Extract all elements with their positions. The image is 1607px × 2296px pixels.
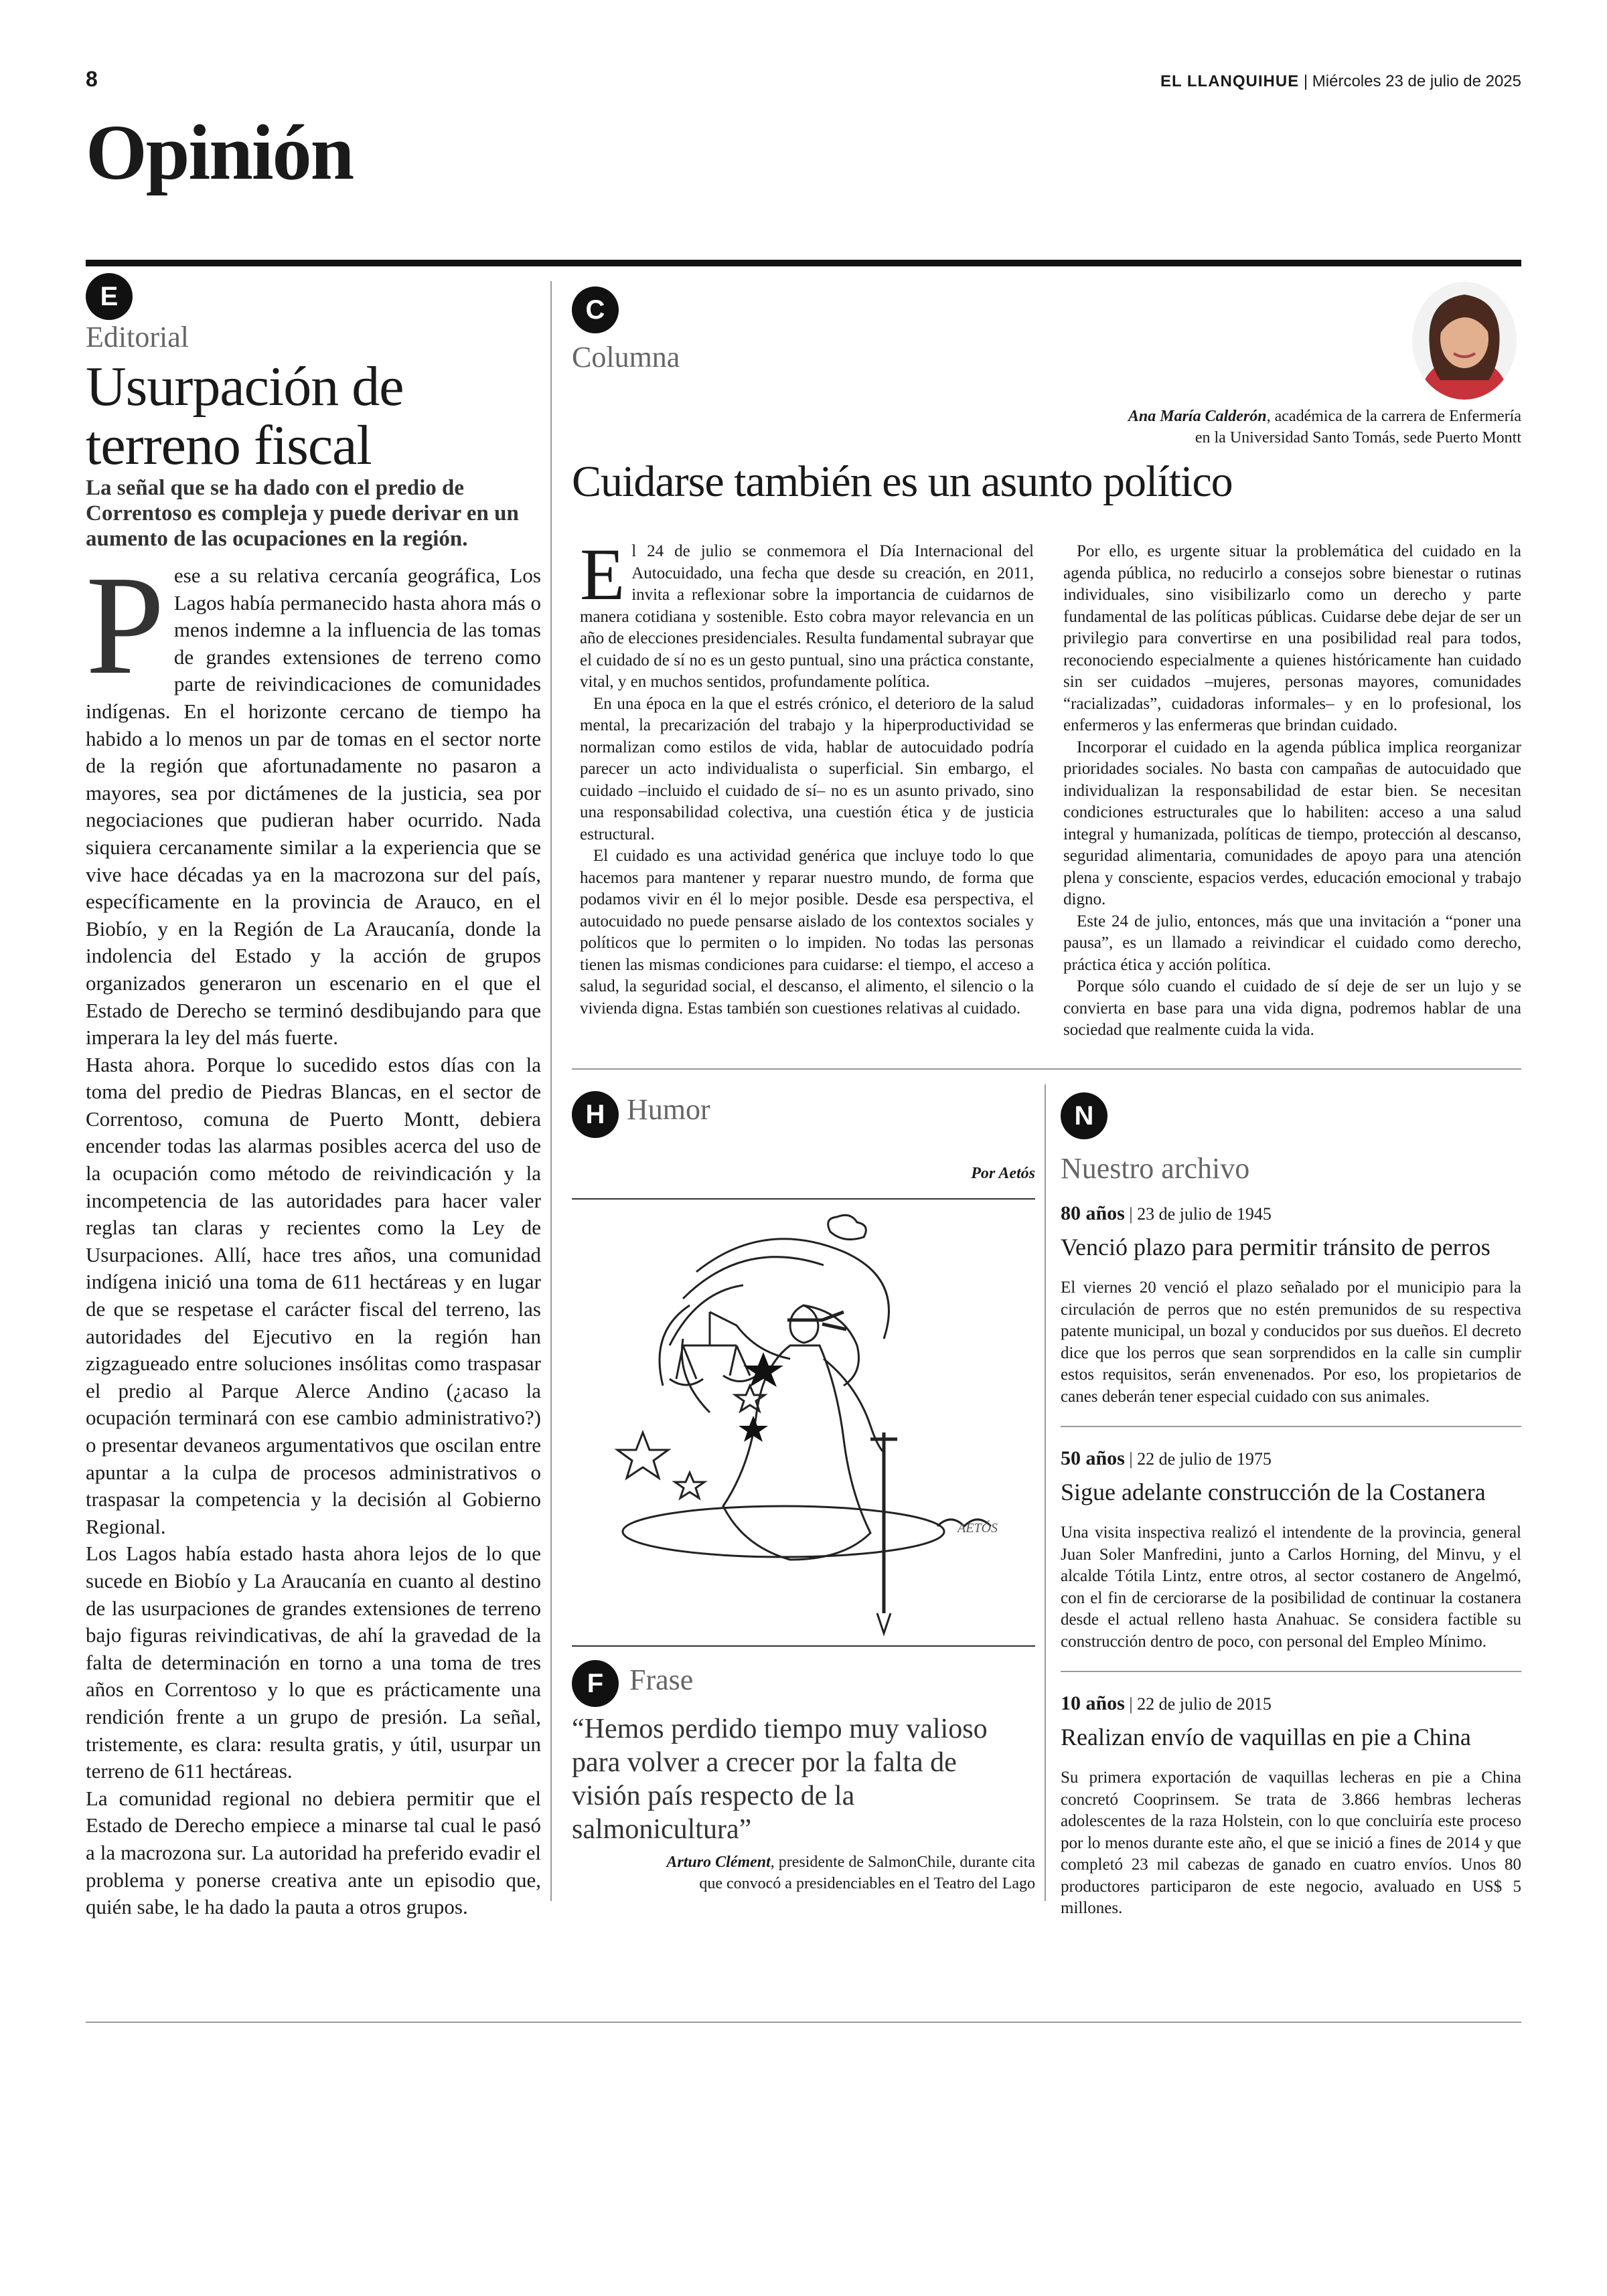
archivo-title: Venció plazo para permitir tránsito de perros xyxy=(1061,1234,1490,1260)
columna-body-left xyxy=(580,534,1034,1019)
columna-paragraph: Porque sólo cuando el cuidado de sí deje de ser un lujo y se convierta en base para una vida digna, podremos hablar de una sociedad que realmente cuida la vida. xyxy=(1063,977,1521,1039)
masthead: EL LLANQUIHUE | Miércoles 23 de julio de 2025 xyxy=(1160,72,1521,90)
humor-badge: H xyxy=(572,1091,619,1138)
editorial-paragraph: Los Lagos había estado hasta ahora lejos de lo que sucede en Biobío y La Araucanía en cuanto al destino de las usurpaciones de grandes extensiones de terreno bajo figuras reivindicativas, de ahí la gravedad de la falta de determinación en torno a una toma de tres años en Correntoso y lo que es prácticamente una rendición frente a un grupo de presión. La señal, tristemente, es clara: resulta gratis, y útil, usurpar un terreno de 611 hectáreas. xyxy=(86,1542,541,1783)
frase-attribution xyxy=(572,1852,1035,1894)
columna-headline: Cuidarse también es un asunto político xyxy=(572,457,1233,506)
editorial-kicker: Editorial xyxy=(86,321,189,353)
columna-paragraph: En una época en la que el estrés crónico, el deterioro de la salud mental, la precarización del trabajo y la hiperproductividad se normalizan como estilos de vida, hablar de autocuidado podría parecer un acto individualista o superficial. Sin embargo, el cuidado –incluido el cuidado de sí– no es un asunto privado, sino una responsabilidad colectiva, una cuestión ética y de justicia estructural. xyxy=(580,694,1034,843)
archivo-title: Sigue adelante construcción de la Costanera xyxy=(1061,1479,1486,1505)
archivo-years: 10 años xyxy=(1061,1692,1125,1714)
columna-kicker: Columna xyxy=(572,341,680,374)
editorial-deck: La señal que se ha dado con el predio de Correntoso es compleja y puede derivar en un aumento de las ocupaciones en la región. xyxy=(86,476,519,551)
archivo-rule xyxy=(1061,1671,1521,1672)
columna-paragraph: Incorporar el cuidado en la agenda pública implica reorganizar prioridades sociales. No basta con campañas de autocuidado que individualizan la responsabilidad de estar bien. Se necesitan condiciones estructurales que lo habiliten: acceso a una salud integral y humanizada, políticas de tiempo, protección al descanso, seguridad alimentaria, comunidades de apoyo para una atención plena y consciente, espacios verdes, educación emocional y trabajo digno. xyxy=(1063,738,1521,908)
archivo-date: | 22 de julio de 1975 xyxy=(1129,1449,1272,1469)
column-divider xyxy=(1045,1084,1046,1901)
editorial-paragraph: ese a su relativa cercanía geográfica, Los Lagos había permanecido hasta ahora más o menos indemne a la influencia de las tomas de grandes extensiones de terreno como parte de reivindicaciones de comunidades indígenas. En el horizonte cercano de tiempo ha habido a lo menos un par de tomas en el sector norte de la región que afortunadamente no pasaron a mayores, sea por dictámenes de la justicia, sea por negociaciones que pudieran haber ocurrido. Nada siquiera cercanamente similar a la experiencia que se vive hace décadas ya en la macrozona sur del país, específicamente en la provincia de Arauco, en el Biobío, y en la Región de La Araucanía, donde la indolencia del Estado y la acción de grupos organizados generaron un escenario en el que el Estado de Derecho se terminó desdibujando para que imperara la ley del más fuerte. xyxy=(86,564,541,1050)
archivo-rule xyxy=(1061,1426,1521,1427)
archivo-badge: N xyxy=(1061,1092,1107,1139)
editorial-paragraph: Hasta ahora. Porque lo sucedido estos días con la toma del predio de Piedras Blancas, en el sector de Correntoso, comuna de Puerto Montt, debiera encender todas las alarmas posibles acerca del uso de la ocupación como método de reivindicación y la incompetencia de las autoridades para hacer valer reglas tan claras y recientes como la Ley de Usurpaciones. Allí, hace tres años, una comunidad indígena inició una toma de 611 hectáreas y en lugar de que se respetase el carácter fiscal del terreno, las autoridades del Ejecutivo en la región han zigzagueado entre soluciones insólitas como traspasar el predio al Parque Alerce Andino (¿acaso la ocupación terminará con ese cambio administrativo?) o presentar devaneos argumentativos que oscilan entre apuntar a la culpa de procesos administrativos o traspasar la competencia y la decisión al Gobierno Regional. xyxy=(86,1052,541,1538)
columna-paragraph: l 24 de julio se conmemora el Día Internacional del Autocuidado, una fecha que desde su creación, en 2011, invita a reflexionar sobre la importancia de cuidarnos de manera cotidiana y sostenible. Esto cobra mayor relevancia en un año de elecciones presidenciales. Resulta fundamental subrayar que el cuidado de sí no es un gesto puntual, sino una práctica constante, vital, y en muchos sentidos, profundamente política. xyxy=(580,542,1034,691)
frase-attribution-text: , presidente de SalmonChile, durante cita xyxy=(770,1854,1035,1871)
frase-attribution-text: que convocó a presidenciables en el Teatro del Lago xyxy=(699,1875,1035,1892)
archivo-item xyxy=(1061,1447,1521,1653)
columna-bottom-rule xyxy=(572,1068,1521,1070)
section-divider xyxy=(86,260,1521,266)
editorial-badge: E xyxy=(86,273,133,320)
archivo-kicker: Nuestro archivo xyxy=(1061,1152,1250,1185)
archivo-title: Realizan envío de vaquillas en pie a China xyxy=(1061,1724,1471,1750)
section-title: Opinión xyxy=(86,108,354,196)
cartoon-illustration xyxy=(589,1212,1018,1640)
columna-body-right xyxy=(1063,541,1521,1042)
archivo-body: Una visita inspectiva realizó el intendente de la provincia, general Juan Soler Manfredini, junto a Carlos Horning, del Minvu, y el alcalde Tótila Lintz, entre otros, al sector costanero de Angelmó, con el fin de cerciorarse de la posibilidad de continuar la costanera desde el actual relleno hasta Anahuac. Se considera factible su construcción dentro de poco, con personal del Empleo Mínimo. xyxy=(1061,1524,1521,1651)
archivo-years: 50 años xyxy=(1061,1447,1125,1469)
columna-dropcap: E xyxy=(580,534,625,615)
editorial-paragraph: La comunidad regional no debiera permitir que el Estado de Derecho empiece a minarse tal cual le pasó a la macrozona sur. La autoridad ha preferido evadir el problema y ponerse creativa ante un episodio que, quién sabe, le ha dado la pauta a otros grupos. xyxy=(86,1786,541,1919)
archivo-body: El viernes 20 venció el plazo señalado por el municipio para la circulación de perros que no estén premunidos de su respectiva patente municipal, un bozal y conducidos por sus dueños. El decreto dice que los perros que sean sorprendidos en la calle sin cumplir estos requisitos, serán envenenados. Por eso, los propietarios de canes deberán tener especial cuidado con sus animales. xyxy=(1061,1279,1521,1406)
humor-top-rule xyxy=(572,1198,1035,1200)
frase-badge: F xyxy=(572,1660,619,1707)
humor-byline: Por Aetós xyxy=(971,1165,1035,1182)
archivo-years: 80 años xyxy=(1061,1202,1125,1224)
page-bottom-rule xyxy=(86,2022,1521,2023)
archivo-item xyxy=(1061,1692,1521,1920)
column-divider xyxy=(550,281,552,1901)
archivo-body: Su primera exportación de vaquillas lecheras en pie a China concretó Cooprinsem. Se trata de 3.866 hembras lecheras adolescentes de la raza Holstein, con lo que concluiría este proceso por lo menos durante este año, el que se inició a fines de 2014 y que completó 23 mil cabezas de ganado en cuatro envíos. Unos 80 productores participaron de este negocio, avaluado en US$ 5 millones. xyxy=(1061,1769,1521,1917)
editorial-body xyxy=(86,546,541,1921)
humor-kicker: Humor xyxy=(627,1093,710,1126)
frase-author: Arturo Clément xyxy=(666,1854,771,1871)
editorial-headline: Usurpación de terreno fiscal xyxy=(86,355,404,477)
editorial-dropcap: P xyxy=(86,546,165,704)
columna-paragraph: El cuidado es una actividad genérica que incluye todo lo que hacemos para mantener y reparar nuestro mundo, de forma que podamos vivir en él lo mejor posible. Desde esa perspectiva, el autocuidado no puede pensarse aislado de los contextos sociales y políticos que lo permiten o lo impiden. No todas las personas tienen las mismas condiciones para cuidarse: el tiempo, el acceso a salud, la seguridad social, el descanso, el alimento, el silencio o la vivienda digna. Estas también son cuestiones relativas al cuidado. xyxy=(580,847,1034,1017)
cartoon-signature: AETÓS xyxy=(958,1521,998,1536)
issue-date: Miércoles 23 de julio de 2025 xyxy=(1312,72,1521,90)
humor-bottom-rule xyxy=(572,1645,1035,1647)
archivo-meta xyxy=(1061,1202,1521,1225)
columna-author xyxy=(737,406,1521,448)
archivo-item xyxy=(1061,1202,1521,1408)
newspaper-name: EL LLANQUIHUE xyxy=(1160,72,1300,90)
author-role: , académica de la carrera de Enfermería xyxy=(1266,408,1521,425)
frase-quote: “Hemos perdido tiempo muy valioso para volver a crecer por la falta de visión país respecto de la salmonicultura” xyxy=(572,1714,988,1845)
author-photo xyxy=(1409,280,1519,402)
archivo-date: | 22 de julio de 2015 xyxy=(1129,1694,1272,1714)
author-name: Ana María Calderón xyxy=(1128,408,1267,425)
columna-paragraph: Por ello, es urgente situar la problemática del cuidado en la agenda pública, no reducirlo a consejos sobre bienestar o rutinas individuales, sino visibilizarlo como un derecho y parte fundamental de las políticas públicas. Cuidarse debe dejar de ser un privilegio para convertirse en una posibilidad real para todos, reconociendo especialmente a quienes históricamente han cuidado sin ser cuidados –mujeres, personas mayores, comunidades “racializadas”, cuidadoras informales– y en lo profesional, los enfermeros y las enfermeras que brindan cuidado. xyxy=(1063,542,1521,734)
page-number: 8 xyxy=(86,67,98,91)
archivo-meta xyxy=(1061,1447,1521,1470)
author-role: en la Universidad Santo Tomás, sede Puerto Montt xyxy=(1195,429,1521,446)
columna-badge: C xyxy=(572,286,619,333)
frase-kicker: Frase xyxy=(629,1663,694,1696)
archivo-meta xyxy=(1061,1692,1521,1715)
columna-paragraph: Este 24 de julio, entonces, más que una invitación a “poner una pausa”, es un llamado a reivindicar el cuidado como derecho, práctica ética y acción política. xyxy=(1063,912,1521,974)
archivo-date: | 23 de julio de 1945 xyxy=(1129,1204,1272,1224)
